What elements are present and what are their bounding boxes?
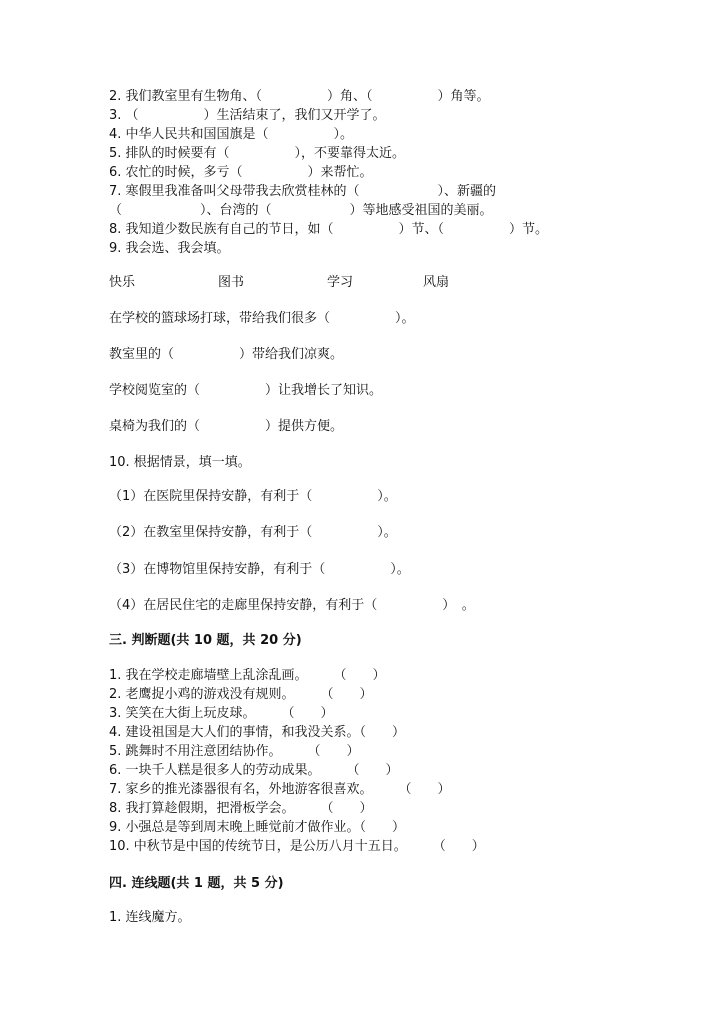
judge-item: 1. 我在学校走廊墙壁上乱涂乱画。 （ ） [109,668,386,683]
judge-section-title: 三. 判断题(共 10 题，共 20 分) [109,633,302,648]
fill-item-6: 6. 农忙的时候，多亏（ ）来帮忙。 [109,165,373,180]
judge-item: 6. 一块千人糕是很多人的劳动成果。 （ ） [109,763,399,778]
q9-sentence: 教室里的（ ）带给我们凉爽。 [109,347,344,362]
judge-item: 7. 家乡的推光漆器很有名，外地游客很喜欢。 （ ） [109,782,451,797]
word-bank-item: 风扇 [423,275,450,290]
fill-item-8: 8. 我知道少数民族有自己的节日，如（ ）节、（ ）节。 [109,222,549,237]
q10-item: （4）在居民住宅的走廊里保持安静，有利于（ ） 。 [109,598,475,613]
word-bank-item: 学习 [327,275,354,290]
fill-item-3: 3. （ ）生活结束了，我们又开学了。 [109,108,386,123]
word-bank-item: 图书 [218,275,245,290]
fill-item-5: 5. 排队的时候要有（ ），不要靠得太近。 [109,146,406,161]
judge-item: 10. 中秋节是中国的传统节日，是公历八月十五日。 （ ） [109,839,485,854]
judge-item: 4. 建设祖国是大人们的事情，和我没关系。（ ） [109,725,406,740]
judge-item: 5. 跳舞时不用注意团结协作。 （ ） [109,744,360,759]
fill-item-7: 7. 寒假里我准备叫父母带我去欣赏桂林的（ ）、新疆的 [109,184,497,199]
fill-item-10: 10. 根据情景，填一填。 [109,455,251,470]
fill-item-9: 9. 我会选、我会填。 [109,241,230,256]
match-item: 1. 连线魔方。 [109,910,191,925]
judge-item: 9. 小强总是等到周末晚上睡觉前才做作业。（ ） [109,820,406,835]
q9-sentence: 桌椅为我们的（ ）提供方便。 [109,419,344,434]
q10-item: （2）在教室里保持安静，有利于（ ）。 [109,525,397,540]
judge-item: 3. 笑笑在大街上玩皮球。 （ ） [109,706,334,721]
fill-item-4: 4. 中华人民共和国国旗是（ ）。 [109,127,354,142]
word-bank-item: 快乐 [109,275,136,290]
q9-sentence: 学校阅览室的（ ）让我增长了知识。 [109,383,383,398]
fill-item-2: 2. 我们教室里有生物角、（ ）角、（ ）角等。 [109,89,490,104]
q9-sentence: 在学校的篮球场打球，带给我们很多（ ）。 [109,311,415,326]
q10-item: （1）在医院里保持安静，有利于（ ）。 [109,489,397,504]
judge-item: 2. 老鹰捉小鸡的游戏没有规则。 （ ） [109,687,373,702]
judge-item: 8. 我打算趁假期，把滑板学会。 （ ） [109,801,373,816]
fill-item-7-continued: （ ）、台湾的（ ）等地感受祖国的美丽。 [109,203,493,218]
match-section-title: 四. 连线题(共 1 题，共 5 分) [109,876,284,891]
q10-item: （3）在博物馆里保持安静，有利于（ ）。 [109,562,410,577]
